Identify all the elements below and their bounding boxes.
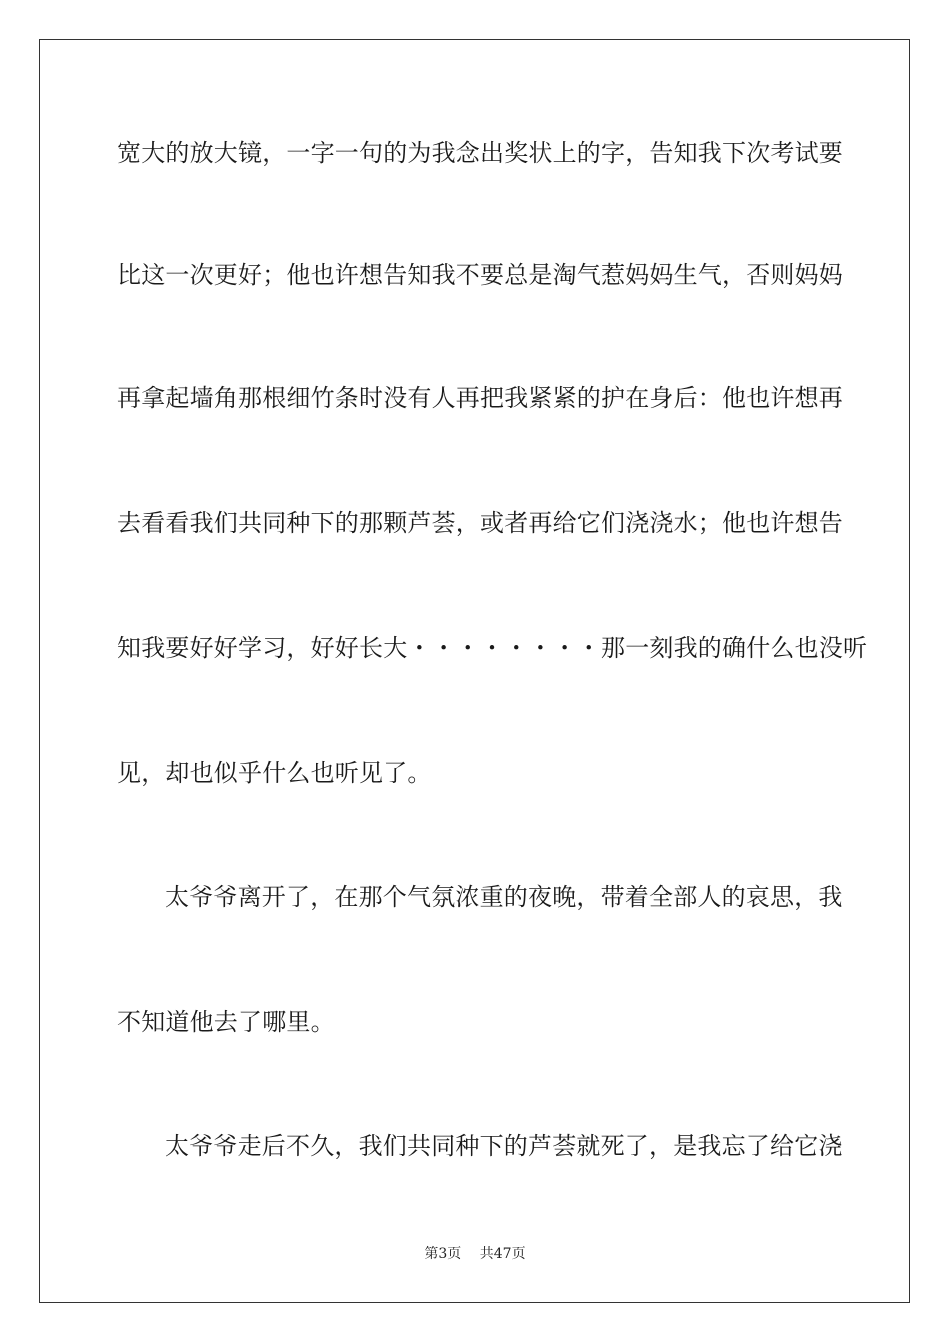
text-line-6: 见，却也似乎什么也听见了。 — [117, 759, 432, 787]
text-line-4: 去看看我们共同种下的那颗芦荟，或者再给它们浇浇水；他也许想告 — [117, 509, 843, 537]
page-number: 第3页 — [424, 1246, 462, 1262]
page-footer — [0, 1245, 950, 1263]
total-pages: 共47页 — [479, 1246, 526, 1262]
text-line-1: 宽大的放大镜，一字一句的为我念出奖状上的字，告知我下次考试要 — [117, 139, 843, 167]
paragraph-2-line-2: 不知道他去了哪里。 — [117, 1008, 335, 1036]
paragraph-3-line-1: 太爷爷走后不久，我们共同种下的芦荟就死了，是我忘了给它浇 — [165, 1132, 843, 1160]
text-line-3: 再拿起墙角那根细竹条时没有人再把我紧紧的护在身后：他也许想再 — [117, 384, 843, 412]
paragraph-2-line-1: 太爷爷离开了，在那个气氛浓重的夜晚，带着全部人的哀思，我 — [165, 883, 843, 911]
page-border — [39, 39, 910, 1303]
text-line-5: 知我要好好学习，好好长大・・・・・・・・那一刻我的确什么也没听 — [117, 634, 868, 662]
text-line-2: 比这一次更好；他也许想告知我不要总是淘气惹妈妈生气，否则妈妈 — [117, 261, 843, 289]
